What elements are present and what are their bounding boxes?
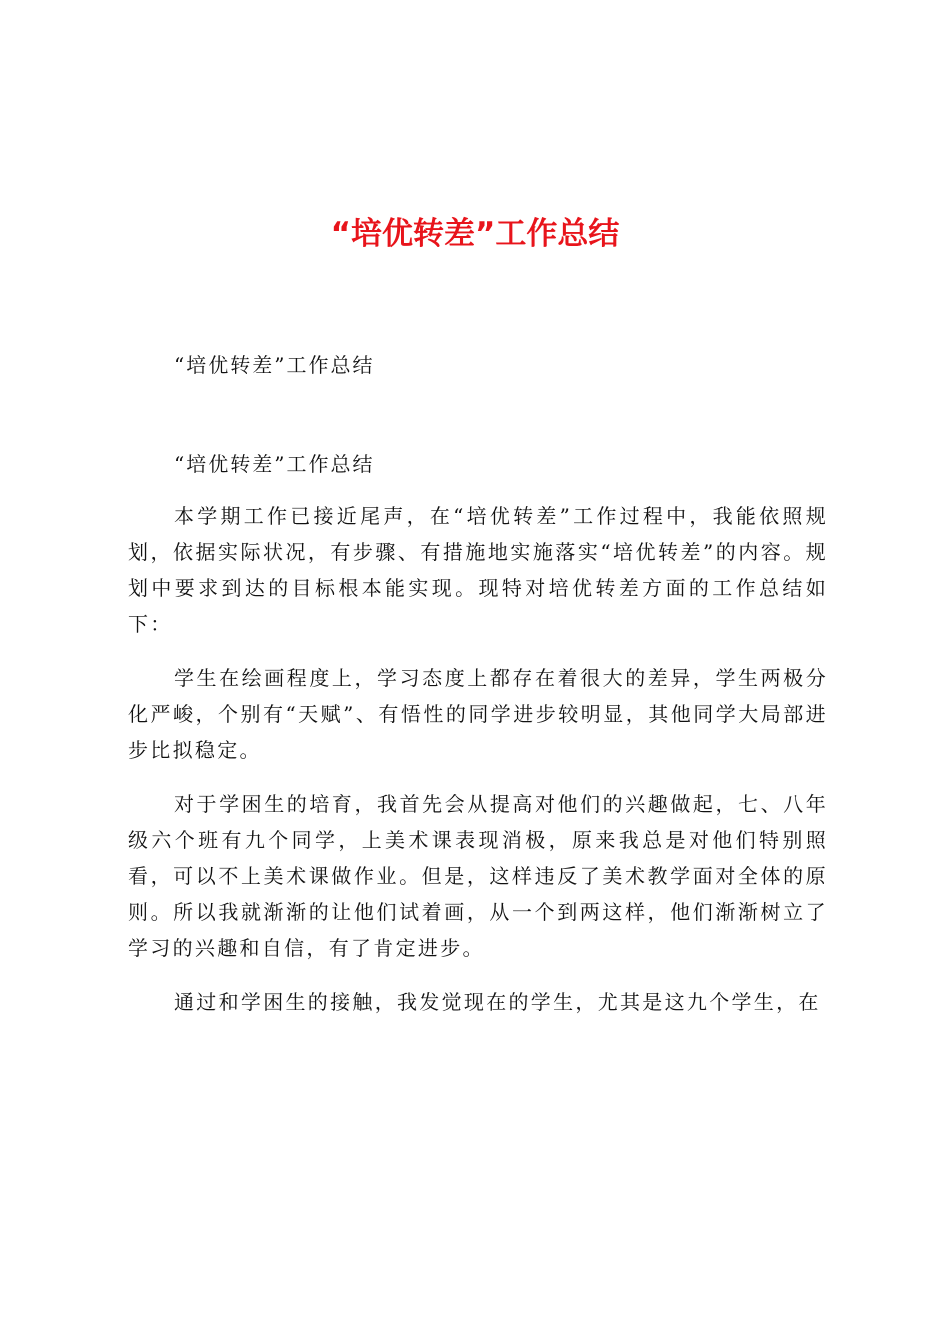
paragraph-1: 本学期工作已接近尾声，在“培优转差”工作过程中，我能依照规划，依据实际状况，有步骤、有措施地实施落实“培优转差”的内容。规划中要求到达的目标根本能实现。现特对培优转差方面的工作总结如下： — [128, 504, 828, 636]
paragraph-2: 学生在绘画程度上，学习态度上都存在着很大的差异，学生两极分化严峻，个别有“天赋”、有悟性的同学进步较明显，其他同学大局部进步比拟稳定。 — [128, 666, 828, 762]
subtitle-line-1: “培优转差”工作总结 — [174, 353, 375, 377]
paragraph-3: 对于学困生的培育，我首先会从提高对他们的兴趣做起，七、八年级六个班有九个同学，上美术课表现消极，原来我总是对他们特别照看，可以不上美术课做作业。但是，这样违反了美术教学面对全体的原则。所以我就渐渐的让他们试着画，从一个到两这样，他们渐渐树立了学习的兴趣和自信，有了肯定进步。 — [128, 792, 828, 960]
document-body — [128, 498, 828, 1038]
paragraph-4: 通过和学困生的接触，我发觉现在的学生，尤其是这九个学生，在 — [174, 990, 821, 1014]
page-title: “培优转差”工作总结 — [330, 216, 620, 252]
subtitle-line-2: “培优转差”工作总结 — [174, 452, 375, 476]
